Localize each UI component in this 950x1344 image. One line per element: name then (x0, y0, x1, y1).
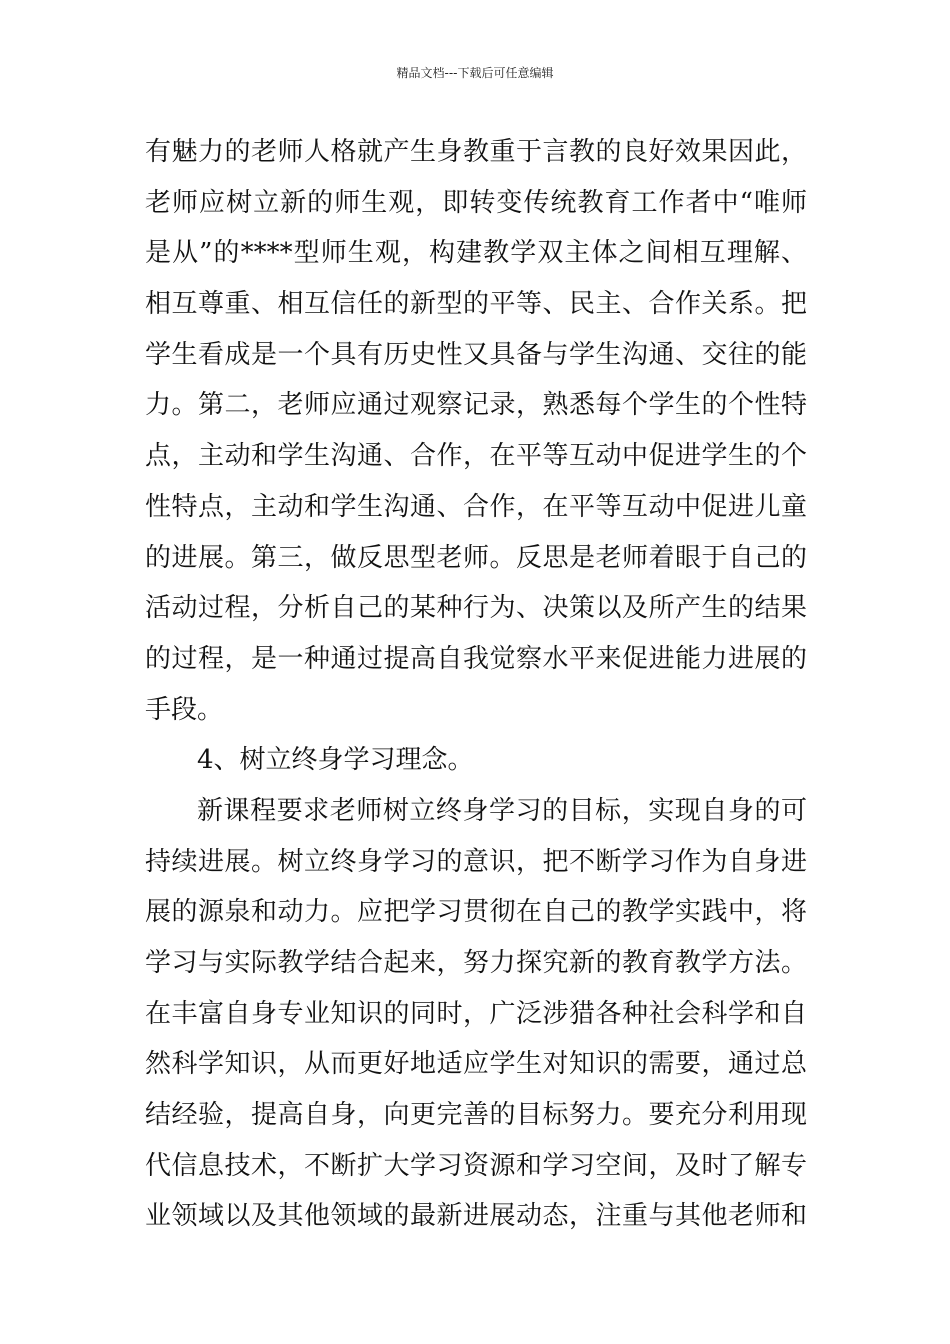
text-line: 结经验，提高自身，向更完善的目标努力。要充分利用现 (145, 1100, 807, 1131)
text-line: 的进展。第三，做反思型老师。反思是老师着眼于自己的 (145, 542, 807, 573)
text-line: 代信息技术，不断扩大学习资源和学习空间，及时了解专 (145, 1150, 807, 1181)
text-line: 相互尊重、相互信任的新型的平等、民主、合作关系。把 (145, 289, 807, 320)
page-header: 精品文档---下载后可任意编辑 (396, 66, 554, 80)
text-line: 展的源泉和动力。应把学习贯彻在自己的教学实践中，将 (145, 897, 807, 928)
text-line: 手段。 (145, 694, 224, 725)
paragraph-1 (145, 127, 807, 735)
document-body (145, 127, 807, 1242)
text-line: 持续进展。树立终身学习的意识，把不断学习作为自身进 (145, 846, 807, 877)
text-line: 然科学知识，从而更好地适应学生对知识的需要，通过总 (145, 1049, 807, 1080)
text-line: 力。第二，老师应通过观察记录，熟悉每个学生的个性特 (145, 390, 807, 421)
section-heading: 4、树立终身学习理念。 (197, 745, 474, 776)
text-line: 学习与实际教学结合起来，努力探究新的教育教学方法。 (145, 948, 807, 978)
text-line: 在丰富自身专业知识的同时，广泛涉猎各种社会科学和自 (145, 998, 807, 1029)
paragraph-2 (145, 786, 807, 1242)
text-line: 业领域以及其他领域的最新进展动态，注重与其他老师和 (145, 1201, 807, 1232)
text-line: 的过程，是一种通过提高自我觉察水平来促进能力进展的 (145, 643, 807, 674)
text-line: 有魅力的老师人格就产生身教重于言教的良好效果因此， (145, 137, 807, 167)
text-line: 新课程要求老师树立终身学习的目标，实现自身的可 (197, 795, 807, 826)
text-line: 学生看成是一个具有历史性又具备与学生沟通、交往的能 (145, 339, 807, 370)
text-line: 老师应树立新的师生观，即转变传统教育工作者中“唯师 (145, 187, 807, 218)
text-line: 性特点，主动和学生沟通、合作，在平等互动中促进儿童 (145, 491, 807, 522)
text-line: 是从”的****型师生观，构建教学双主体之间相互理解、 (145, 238, 807, 269)
text-line: 活动过程，分析自己的某种行为、决策以及所产生的结果 (145, 593, 807, 624)
text-line: 点，主动和学生沟通、合作，在平等互动中促进学生的个 (145, 441, 807, 472)
